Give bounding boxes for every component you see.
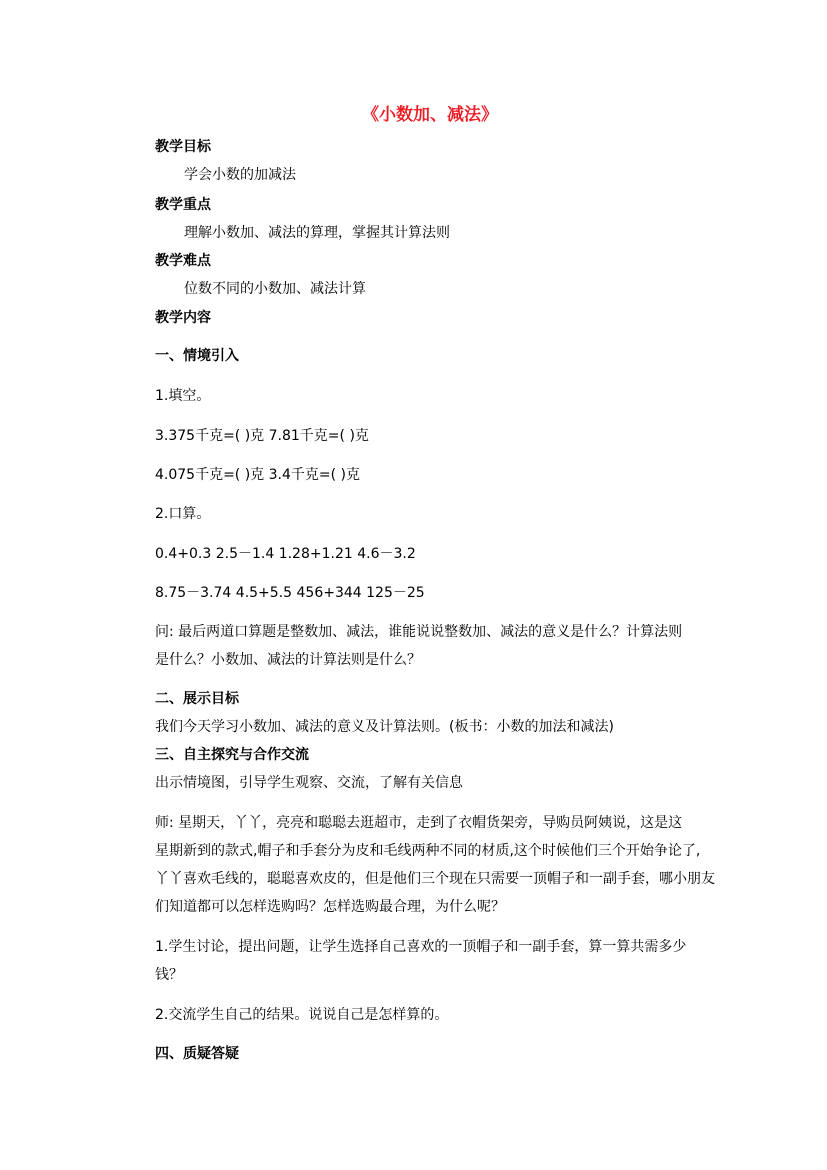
- question-paragraph-line-2: 是什么？小数加、减法的计算法则是什么？: [155, 652, 421, 668]
- difficulty-heading: 教学难点: [155, 253, 211, 269]
- document-title: 《小数加、减法》: [362, 105, 498, 125]
- part2-text: 我们今天学习小数加、减法的意义及计算法则。(板书：小数的加法和减法): [155, 719, 614, 735]
- focus-heading: 教学重点: [155, 197, 211, 213]
- teacher-paragraph-line-2: 星期新到的款式,帽子和手套分为皮和毛线两种不同的材质,这个时候他们三个开始争论了,: [155, 843, 701, 859]
- question-mental-math: 2.口算。: [155, 506, 211, 522]
- step1-line-1: 1.学生讨论，提出问题，让学生选择自己喜欢的一顶帽子和一副手套，算一算共需多少: [155, 939, 687, 955]
- step1-line-2: 钱？: [155, 967, 183, 983]
- goal-heading: 教学目标: [155, 139, 211, 155]
- focus-text: 理解小数加、减法的算理，掌握其计算法则: [184, 225, 450, 241]
- part1-heading: 一、情境引入: [155, 348, 239, 364]
- goal-text: 学会小数的加减法: [184, 167, 296, 183]
- part2-heading: 二、展示目标: [155, 691, 239, 707]
- fill-blank-line-1: 3.375千克=( )克 7.81千克=( )克: [155, 428, 369, 444]
- question-paragraph-line-1: 问: 最后两道口算题是整数加、减法，谁能说说整数加、减法的意义是什么？计算法则: [155, 624, 683, 640]
- mental-math-line-1: 0.4+0.3 2.5－1.4 1.28+1.21 4.6－3.2: [155, 546, 416, 562]
- part3-text: 出示情境图，引导学生观察、交流，了解有关信息: [155, 775, 463, 791]
- question-fill-blank: 1.填空。: [155, 388, 211, 404]
- teacher-paragraph-line-1: 师: 星期天，丫丫，亮亮和聪聪去逛超市，走到了衣帽货架旁，导购员阿姨说，这是这: [155, 815, 683, 831]
- content-heading: 教学内容: [155, 310, 211, 326]
- mental-math-line-2: 8.75－3.74 4.5+5.5 456+344 125－25: [155, 585, 425, 601]
- part4-heading: 四、质疑答疑: [155, 1046, 239, 1062]
- fill-blank-line-2: 4.075千克=( )克 3.4千克=( )克: [155, 467, 361, 483]
- teacher-paragraph-line-3: 丫丫喜欢毛线的，聪聪喜欢皮的，但是他们三个现在只需要一顶帽子和一副手套，哪小朋友: [155, 871, 715, 887]
- part3-heading: 三、自主探究与合作交流: [155, 747, 309, 763]
- step2-text: 2.交流学生自己的结果。说说自己是怎样算的。: [155, 1007, 449, 1023]
- difficulty-text: 位数不同的小数加、减法计算: [184, 281, 366, 297]
- teacher-paragraph-line-4: 们知道都可以怎样选购吗？怎样选购最合理，为什么呢？: [155, 899, 505, 915]
